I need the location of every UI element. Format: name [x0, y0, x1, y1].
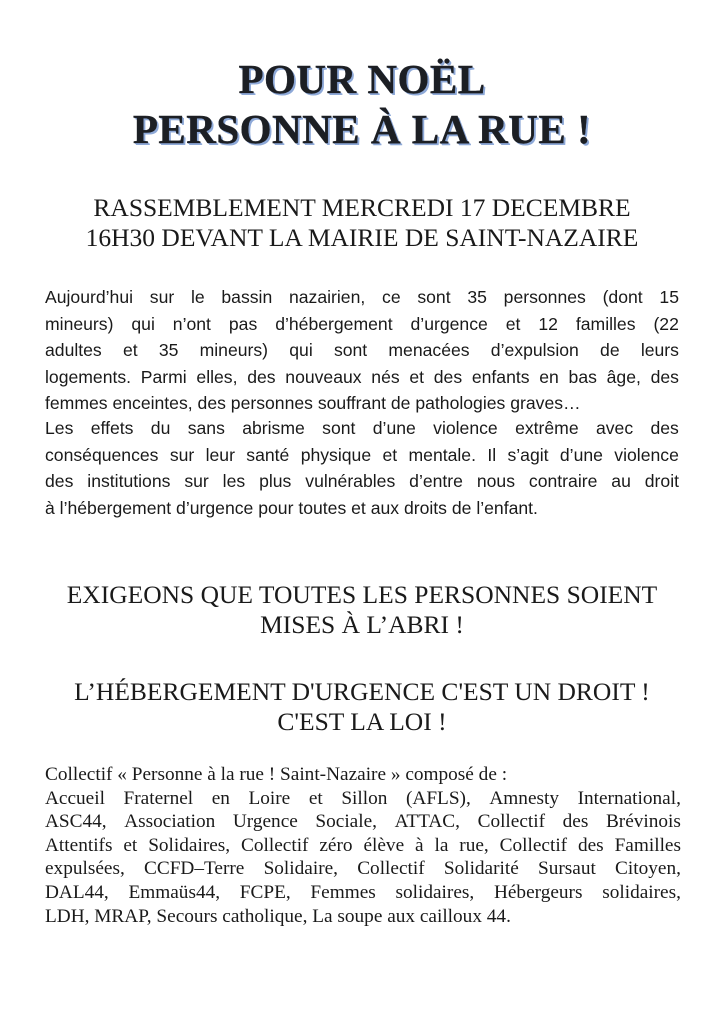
word: Hébergeurs	[493, 881, 583, 903]
word: Solidaires,	[148, 834, 231, 856]
event-location-line: 16H30 DEVANT LA MAIRIE DE SAINT-NAZAIRE	[85, 223, 639, 252]
word: d’hébergement	[275, 313, 393, 334]
word: Citoyen,	[615, 858, 681, 880]
word: Solidarité	[443, 858, 519, 880]
word: sont	[333, 340, 368, 360]
members-line	[45, 810, 681, 834]
event-details	[0, 193, 724, 253]
word: en	[539, 366, 559, 387]
members-line	[45, 834, 681, 858]
word: contraire	[528, 471, 598, 491]
word: conséquences	[45, 444, 159, 465]
word: Attentifs	[45, 834, 113, 856]
paragraph-line	[45, 415, 679, 442]
word: du	[150, 418, 171, 438]
word: 35	[467, 287, 487, 307]
word: institutions	[87, 471, 171, 491]
word: santé	[246, 444, 290, 465]
word: élève	[363, 834, 405, 856]
word: menacées	[388, 340, 470, 360]
word: Emmaüs44,	[128, 881, 221, 903]
word: violence	[614, 444, 679, 465]
word: FCPE,	[239, 881, 291, 903]
word: d’une	[372, 418, 416, 438]
paragraph-line: femmes enceintes, des personnes souffrant de pathologies graves…	[45, 393, 581, 413]
word: personnes	[503, 287, 586, 307]
law-heading	[0, 677, 724, 737]
word: Fraternel	[123, 787, 194, 809]
word: le	[190, 287, 205, 307]
word: Accueil	[45, 787, 105, 809]
demand-line-1: EXIGEONS QUE TOUTES LES PERSONNES SOIENT	[66, 580, 658, 609]
demand-heading	[0, 580, 724, 640]
word: Aujourd’hui	[45, 287, 134, 307]
word: en	[211, 787, 230, 809]
word: familles	[575, 313, 636, 334]
word: vulnérables	[305, 471, 396, 491]
word: d’entre	[409, 471, 463, 491]
word: Collectif	[477, 811, 546, 833]
word: des	[433, 366, 463, 387]
members-line	[45, 857, 681, 881]
word: effets	[90, 418, 134, 438]
word: d’expulsion	[490, 340, 579, 360]
word: elles,	[196, 366, 238, 387]
word: Amnesty	[489, 787, 559, 809]
word: nous	[476, 471, 516, 491]
word: abrisme	[242, 418, 305, 438]
word: Association	[124, 811, 216, 833]
paragraph-line	[45, 337, 679, 364]
word: et	[122, 340, 138, 360]
word: Sillon	[341, 787, 388, 809]
word: des	[247, 366, 276, 387]
word: bas	[568, 366, 597, 387]
word: Familles	[614, 834, 681, 856]
paragraph-line: à l’hébergement d’urgence pour toutes et aux droits de l’enfant.	[45, 497, 538, 518]
word: Loire	[248, 787, 291, 809]
word: logements.	[45, 366, 132, 387]
word: Femmes	[310, 881, 376, 903]
word: et	[409, 366, 425, 387]
word: nouveaux	[285, 366, 362, 387]
collectif-intro: Collectif « Personne à la rue ! Saint-Nazaire » composé de :	[45, 764, 508, 785]
paragraph-line	[45, 284, 679, 311]
word: avec	[595, 418, 634, 438]
word: extrême	[515, 418, 579, 438]
word: âge,	[606, 366, 641, 387]
word: n’ont	[172, 313, 211, 334]
word: expulsées,	[45, 858, 125, 880]
word: Sociale,	[315, 811, 377, 833]
demand-line-2: MISES À L’ABRI !	[260, 610, 464, 639]
word: zéro	[319, 834, 353, 856]
word: de	[600, 340, 620, 360]
word: Urgence	[232, 811, 298, 833]
word: droit	[644, 471, 679, 491]
word: nazairien,	[288, 287, 366, 307]
word: rue,	[459, 834, 489, 856]
word: physique	[300, 444, 372, 465]
word: et	[505, 313, 521, 334]
paragraph-line	[45, 364, 679, 391]
paragraph-line	[45, 468, 679, 495]
word: ASC44,	[45, 811, 107, 833]
word: des	[45, 471, 74, 491]
word: s’agit	[507, 444, 549, 465]
word: sur	[169, 444, 195, 465]
word: pas	[228, 313, 258, 334]
members-line	[45, 787, 681, 811]
event-date-line: RASSEMBLEMENT MERCREDI 17 DECEMBRE	[93, 193, 631, 222]
title-line-1: POUR NOËL	[238, 56, 486, 102]
word: et	[308, 787, 323, 809]
paragraph-line	[45, 442, 679, 469]
word: nés	[371, 366, 400, 387]
word: sont	[322, 418, 356, 438]
word: d’urgence	[410, 313, 488, 334]
word: Collectif	[357, 858, 425, 880]
word: Brévinois	[605, 811, 681, 833]
word: leur	[205, 444, 235, 465]
word: Parmi	[140, 366, 187, 387]
word: (dont	[602, 287, 643, 307]
effects-paragraph	[45, 415, 679, 521]
word: adultes	[45, 340, 102, 360]
word: DAL44,	[45, 881, 109, 903]
word: les	[222, 471, 246, 491]
word: Collectif	[241, 834, 309, 856]
word: solidaires,	[602, 881, 681, 903]
word: Les	[45, 418, 74, 438]
word: et	[382, 444, 398, 465]
word: 35	[158, 340, 179, 360]
members-line	[45, 881, 681, 905]
word: ATTAC,	[394, 811, 460, 833]
word: à	[415, 834, 424, 856]
word: des	[650, 366, 679, 387]
word: qui	[289, 340, 313, 360]
word: ce	[382, 287, 401, 307]
word: enfants	[471, 366, 530, 387]
word: d’une	[559, 444, 603, 465]
word: mentale.	[408, 444, 476, 465]
law-line-2: C'EST LA LOI !	[277, 707, 447, 736]
word: la	[434, 834, 449, 856]
word: Il	[487, 444, 497, 465]
word: International,	[577, 787, 681, 809]
word: (AFLS),	[405, 787, 471, 809]
word: au	[611, 471, 631, 491]
word: solidaires,	[395, 881, 475, 903]
word: sont	[417, 287, 451, 307]
word: leurs	[640, 340, 679, 360]
page-title	[0, 54, 724, 154]
word: 15	[659, 287, 679, 307]
word: Collectif	[499, 834, 568, 856]
word: des	[577, 834, 604, 856]
word: sans	[187, 418, 225, 438]
word: qui	[131, 313, 155, 334]
word: (22	[653, 313, 679, 334]
word: mineurs)	[45, 313, 114, 334]
members-line: LDH, MRAP, Secours catholique, La soupe aux cailloux 44.	[45, 905, 511, 927]
word: violence	[433, 418, 498, 438]
paragraph-line	[45, 311, 679, 338]
word: plus	[259, 471, 292, 491]
title-line-2: PERSONNE À LA RUE !	[132, 106, 592, 152]
word: CCFD–Terre	[143, 858, 245, 880]
word: 12	[538, 313, 558, 334]
word: des	[562, 811, 589, 833]
word: et	[123, 834, 138, 856]
word: bassin	[221, 287, 273, 307]
word: Sursaut	[538, 858, 596, 880]
word: sur	[149, 287, 175, 307]
word: Solidaire,	[263, 858, 338, 880]
word: des	[650, 418, 679, 438]
collectif-members	[45, 763, 681, 928]
word: sur	[184, 471, 209, 491]
word: mineurs)	[199, 340, 269, 360]
law-line-1: L’HÉBERGEMENT D'URGENCE C'EST UN DROIT !	[74, 677, 650, 706]
situation-paragraph	[45, 284, 679, 417]
